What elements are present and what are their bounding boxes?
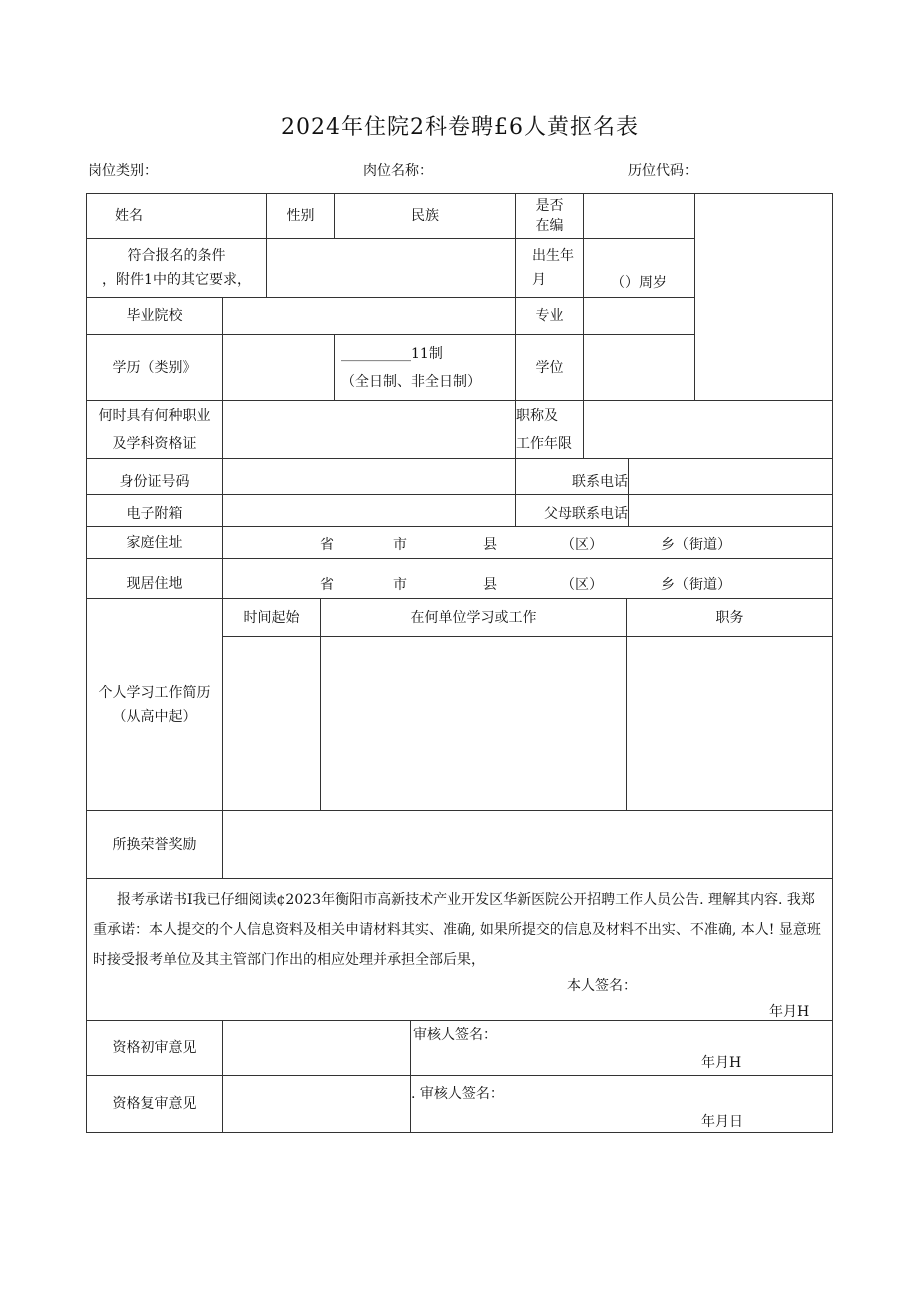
unit-field[interactable] (320, 636, 627, 811)
birth-label (515, 238, 584, 298)
conditions-label (86, 238, 267, 298)
town-text: 乡（街道） (661, 537, 731, 553)
conditions-field[interactable] (266, 238, 516, 298)
final-reviewer-signature-label: . 审核人签名： (411, 1086, 504, 1102)
conditions-text-1: 符合报名的条件 (127, 248, 226, 264)
position-code-label: 历位代码： (628, 163, 698, 179)
conditions-text-2: ，附件1中的其它要求， (102, 272, 251, 288)
ethnicity-label: 民族 (334, 193, 516, 239)
initial-review-field[interactable] (222, 1020, 411, 1076)
email-field[interactable] (222, 494, 516, 527)
district-text: （区） (561, 537, 603, 553)
position-category-label: 岗位类别： (88, 163, 158, 179)
town-text: 乡（街道） (661, 577, 731, 593)
major-field[interactable] (583, 297, 695, 335)
commitment-section (86, 878, 833, 1021)
staff-status-text-2: 在编 (535, 218, 564, 234)
degree-label: 学位 (515, 334, 584, 401)
title-text-1: 职称及 (516, 407, 558, 424)
initial-reviewer-box (410, 1020, 833, 1076)
honors-field[interactable] (222, 810, 833, 879)
commitment-text: 报考承诺书I我已仔细阅读¢2023年衡阳市高新技术产业开发区华新医院公开招聘工作人员公告. 理解其内容. 我郑重承诺：本人提交的个人信息资料及相关申请材料其实、准确, 如果所提交的信息及材料不出实、不准确, 本人! 显意班时接受报考单位及其主管部门作出的相应处理并承担全部后果， (93, 892, 821, 968)
initial-review-label: 资格初审意见 (86, 1020, 223, 1076)
resume-text-1: 个人学习工作简历 (98, 684, 211, 701)
age-field[interactable]: （）周岁 (583, 238, 695, 298)
applicant-signature-label: 本人签名： (567, 978, 637, 994)
home-address-field[interactable] (222, 526, 833, 559)
position-field[interactable] (626, 636, 833, 811)
parent-phone-label: 父母联系电话 (515, 494, 629, 527)
position-name-label: 肉位名称： (363, 163, 433, 179)
applicant-date-label: 年月H (769, 1004, 810, 1020)
school-field[interactable] (222, 297, 516, 335)
province-text: 省 (320, 577, 334, 593)
city-text: 市 (393, 577, 407, 593)
province-text: 省 (320, 537, 334, 553)
resume-label (86, 598, 223, 811)
city-text: 市 (393, 537, 407, 553)
certificate-field[interactable] (222, 400, 516, 459)
district-text: （区） (561, 577, 603, 593)
certificate-text-2: 及学科资格证 (112, 435, 197, 452)
honors-label: 所换荣誉奖励 (86, 810, 223, 879)
title-field[interactable] (583, 400, 833, 459)
id-number-label: 身份证号码 (86, 458, 223, 495)
email-label: 电子附箱 (86, 494, 223, 527)
time-header: 时间起始 (222, 598, 321, 637)
birth-text-2: 月 (532, 272, 546, 288)
certificate-text-1: 何时具有何种职业 (98, 407, 211, 424)
birth-text-1: 出生年 (532, 248, 574, 264)
time-field[interactable] (222, 636, 321, 811)
school-label: 毕业院校 (86, 297, 223, 335)
education-label: 学历（类别》 (86, 334, 223, 401)
initial-reviewer-signature-label: 审核人签名： (413, 1027, 497, 1043)
major-label: 专业 (515, 297, 584, 335)
unit-header: 在何单位学习或工作 (320, 598, 627, 637)
study-system-text-1: __________11制 (341, 345, 443, 362)
staff-status-text-1: 是否 (535, 198, 564, 214)
staff-status-field[interactable] (583, 193, 695, 239)
title-text-2: 工作年限 (516, 435, 572, 452)
county-text: 县 (483, 537, 497, 553)
form-title: 2024年住院2科卷聘£6人黄抠名表 (281, 115, 639, 140)
current-address-field[interactable] (222, 558, 833, 599)
name-label: 姓名 (86, 193, 267, 239)
education-field[interactable] (222, 334, 335, 401)
final-review-field[interactable] (222, 1075, 411, 1133)
study-system-field[interactable] (334, 334, 516, 401)
gender-label: 性别 (266, 193, 335, 239)
final-review-date-label: 年月日 (701, 1114, 743, 1130)
phone-label: 联系电话 (515, 458, 629, 495)
parent-phone-field[interactable] (628, 494, 833, 527)
staff-status-label (515, 193, 584, 239)
final-reviewer-box (410, 1075, 833, 1133)
id-number-field[interactable] (222, 458, 516, 495)
title-label (515, 400, 584, 459)
resume-text-2: （从高中起） (112, 708, 197, 725)
home-address-label: 家庭住址 (86, 526, 223, 559)
final-review-label: 资格复审意见 (86, 1075, 223, 1133)
photo-box (694, 193, 833, 401)
phone-field[interactable] (628, 458, 833, 495)
degree-field[interactable] (583, 334, 695, 401)
current-address-label: 现居住地 (86, 558, 223, 599)
certificate-label (86, 400, 223, 459)
study-system-text-2: （全日制、非全日制） (341, 373, 481, 390)
position-header: 职务 (626, 598, 833, 637)
initial-review-date-label: 年月H (701, 1055, 742, 1071)
county-text: 县 (483, 577, 497, 593)
